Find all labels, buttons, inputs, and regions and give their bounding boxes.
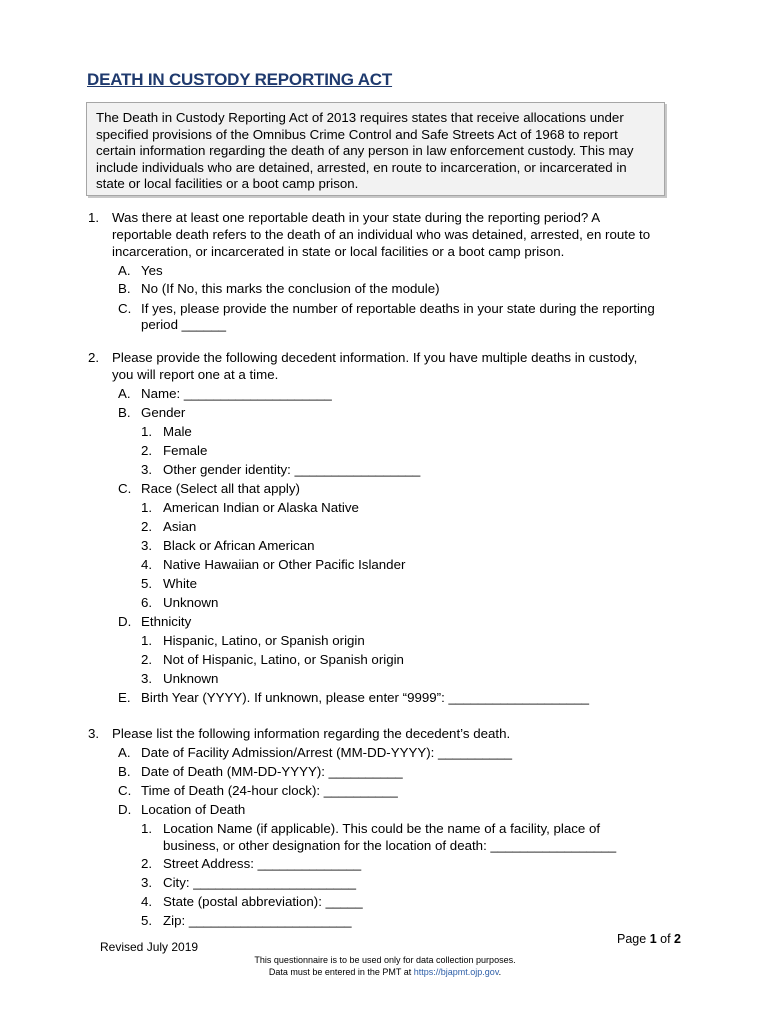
q2-item-marker: C. bbox=[118, 481, 132, 496]
gender-option-male: Male bbox=[163, 424, 192, 439]
city-field: City: ______________________ bbox=[163, 875, 356, 890]
q1-number: 1. bbox=[88, 210, 100, 225]
revised-date: Revised July 2019 bbox=[100, 940, 199, 954]
q1-text-line: reportable death refers to the death of an individual who was detained, arrested, en route to bbox=[112, 227, 651, 242]
race-option-marker: 4. bbox=[141, 557, 153, 572]
death-date-field: Date of Death (MM-DD-YYYY): __________ bbox=[141, 764, 403, 779]
q3-number: 3. bbox=[88, 726, 100, 741]
location-item-marker: 1. bbox=[141, 821, 153, 836]
race-option: Native Hawaiian or Other Pacific Islander bbox=[163, 557, 406, 572]
ethnicity-option-marker: 1. bbox=[141, 633, 153, 648]
ethnicity-option: Unknown bbox=[163, 671, 219, 686]
location-name-field: Location Name (if applicable). This could be the name of a facility, place of bbox=[163, 821, 601, 836]
q2-item-marker: A. bbox=[118, 386, 131, 401]
footer-note-suffix: . bbox=[498, 967, 502, 977]
pmt-link[interactable]: https://bjapmt.ojp.gov bbox=[413, 967, 499, 977]
q1-option-marker: B. bbox=[118, 281, 131, 296]
ethnicity-option-marker: 3. bbox=[141, 671, 153, 686]
zip-field: Zip: ______________________ bbox=[163, 913, 352, 928]
ethnicity-option: Hispanic, Latino, or Spanish origin bbox=[163, 633, 365, 648]
q2-number: 2. bbox=[88, 350, 100, 365]
page-number: 1 bbox=[649, 932, 657, 946]
q3-item-marker: C. bbox=[118, 783, 132, 798]
race-option-marker: 6. bbox=[141, 595, 153, 610]
race-option: Black or African American bbox=[163, 538, 315, 553]
q1-option-no: No (If No, this marks the conclusion of the module) bbox=[141, 281, 440, 296]
page-indicator bbox=[617, 932, 681, 946]
page-of: of bbox=[660, 932, 671, 946]
location-item-marker: 5. bbox=[141, 913, 153, 928]
q1-text-line: incarceration, or incarcerated in state or local facilities or a boot camp prison. bbox=[112, 244, 565, 259]
race-option: American Indian or Alaska Native bbox=[163, 500, 359, 515]
street-address-field: Street Address: ______________ bbox=[163, 856, 362, 871]
location-item-marker: 4. bbox=[141, 894, 153, 909]
q1-option-yes: Yes bbox=[141, 263, 163, 278]
page-label: Page bbox=[617, 932, 647, 946]
ethnicity-label: Ethnicity bbox=[141, 614, 192, 629]
intro-text: The Death in Custody Reporting Act of 2013 requires states that receive allocations under specified provisions of the Omnibus Crime Control and Safe Streets Act of 1968 to report certain information regarding the death of any person in law enforcement custody. This may include individuals who are detained, arrested, en route to incarceration, or incarcerated in state or local facilities or a boot camp prison. bbox=[96, 110, 634, 191]
q2-item-marker: D. bbox=[118, 614, 132, 629]
document-title: DEATH IN CUSTODY REPORTING ACT bbox=[87, 70, 393, 89]
q1-text-line: Was there at least one reportable death in your state during the reporting period? A bbox=[112, 210, 601, 225]
q2-text-line: you will report one at a time. bbox=[112, 367, 279, 382]
q1-option-marker: A. bbox=[118, 263, 131, 278]
gender-option-other: Other gender identity: _________________ bbox=[163, 462, 421, 477]
q2-text-line: Please provide the following decedent information. If you have multiple deaths in custody, bbox=[112, 350, 638, 365]
location-item-marker: 2. bbox=[141, 856, 153, 871]
q3-item-marker: D. bbox=[118, 802, 132, 817]
q2-item-marker: B. bbox=[118, 405, 131, 420]
ethnicity-option: Not of Hispanic, Latino, or Spanish origin bbox=[163, 652, 404, 667]
q3-item-marker: A. bbox=[118, 745, 131, 760]
footer-note-line1: This questionnaire is to be used only for data collection purposes. bbox=[254, 955, 516, 965]
q2-item-marker: E. bbox=[118, 690, 131, 705]
gender-label: Gender bbox=[141, 405, 186, 420]
q3-item-marker: B. bbox=[118, 764, 131, 779]
race-option-marker: 1. bbox=[141, 500, 153, 515]
location-name-field-line: business, or other designation for the location of death: _________________ bbox=[163, 838, 617, 853]
footer-note-prefix: Data must be entered in the PMT at bbox=[268, 967, 412, 977]
race-option: White bbox=[163, 576, 197, 591]
page-total: 2 bbox=[674, 932, 681, 946]
birth-year-field: Birth Year (YYYY). If unknown, please enter “9999”: ___________________ bbox=[141, 690, 589, 705]
gender-option-female: Female bbox=[163, 443, 208, 458]
name-field: Name: ____________________ bbox=[141, 386, 332, 401]
location-item-marker: 3. bbox=[141, 875, 153, 890]
race-option-marker: 2. bbox=[141, 519, 153, 534]
footer-note-line2 bbox=[0, 967, 770, 977]
race-option: Unknown bbox=[163, 595, 219, 610]
race-label: Race (Select all that apply) bbox=[141, 481, 300, 496]
ethnicity-option-marker: 2. bbox=[141, 652, 153, 667]
q1-option-count-field: period ______ bbox=[141, 317, 227, 332]
death-time-field: Time of Death (24-hour clock): __________ bbox=[141, 783, 398, 798]
q1-option-count: If yes, please provide the number of reportable deaths in your state during the reporting bbox=[141, 301, 655, 316]
state-field: State (postal abbreviation): _____ bbox=[163, 894, 363, 909]
gender-option-marker: 1. bbox=[141, 424, 153, 439]
gender-option-marker: 3. bbox=[141, 462, 153, 477]
race-option-marker: 3. bbox=[141, 538, 153, 553]
location-label: Location of Death bbox=[141, 802, 246, 817]
q1-option-marker: C. bbox=[118, 301, 132, 316]
intro-box bbox=[86, 102, 665, 196]
race-option: Asian bbox=[163, 519, 197, 534]
race-option-marker: 5. bbox=[141, 576, 153, 591]
admission-date-field: Date of Facility Admission/Arrest (MM-DD-YYYY): __________ bbox=[141, 745, 512, 760]
gender-option-marker: 2. bbox=[141, 443, 153, 458]
q3-text: Please list the following information regarding the decedent’s death. bbox=[112, 726, 511, 741]
